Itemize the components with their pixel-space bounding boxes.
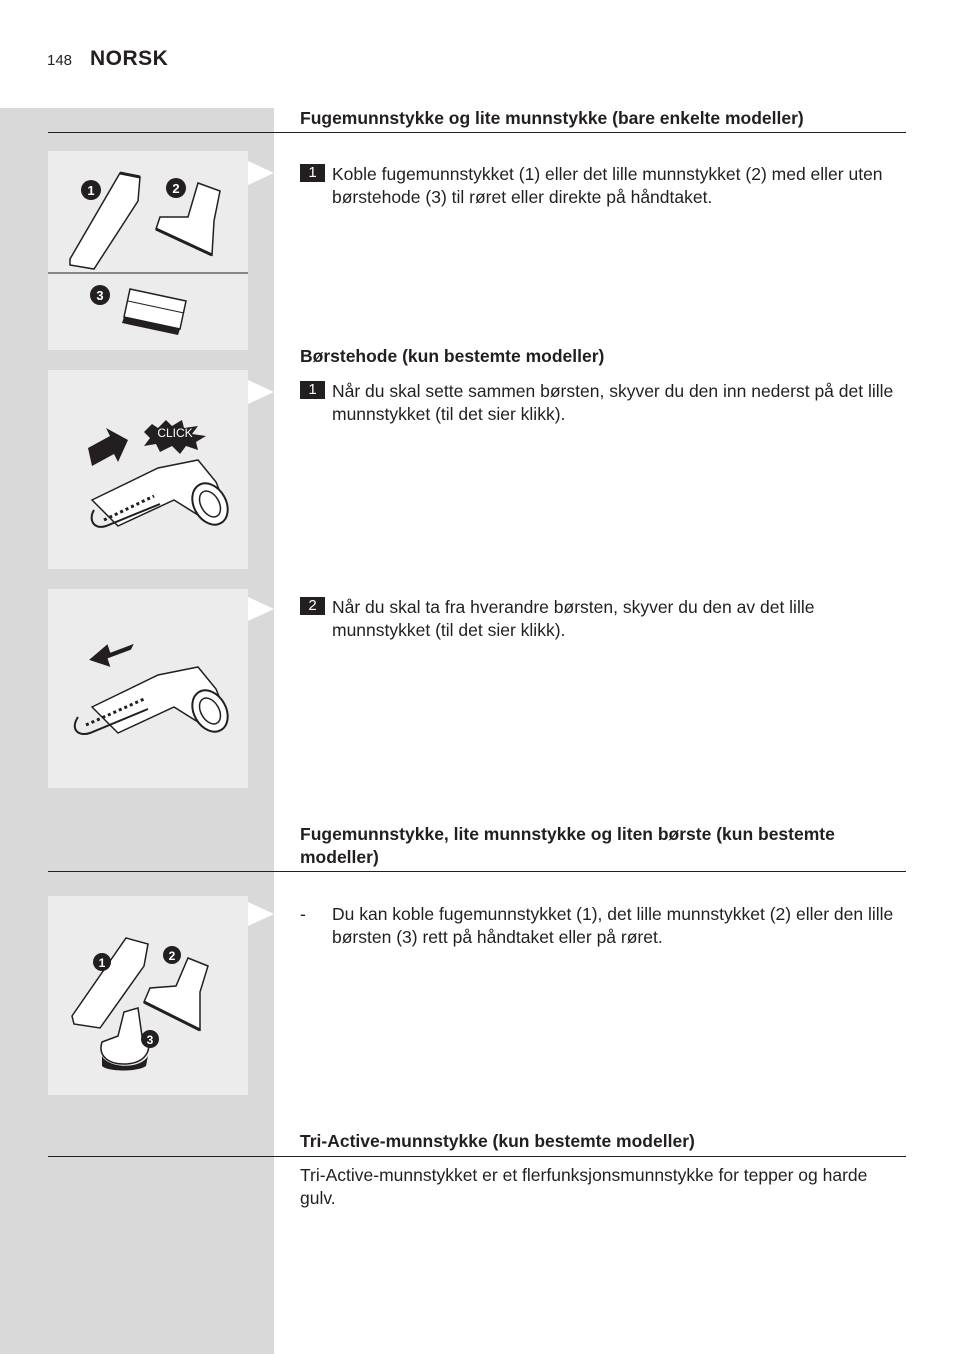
figure-label-2: 2 (168, 949, 176, 963)
step-text: Når du skal sette sammen børsten, skyver du den inn nederst på det lille munnstykket (til det sier klikk). (332, 381, 894, 424)
step-text: Koble fugemunnstykket (1) eller det lille munnstykket (2) med eller uten børstehode (3) til røret eller direkte på håndtaket. (332, 164, 883, 207)
section-heading-brush-head: Børstehode (kun bestemte modeller) (300, 346, 605, 366)
figure-pointer (248, 380, 274, 404)
section-divider (48, 1156, 906, 1157)
figure-label-1: 1 (87, 183, 95, 198)
figure-pointer (248, 902, 274, 926)
step-item (300, 380, 904, 426)
bullet-text: Du kan koble fugemunnstykket (1), det lille munnstykket (2) eller den lille børsten (3) rett på håndtaket eller på røret. (332, 904, 894, 947)
step-number: 2 (300, 597, 325, 615)
step-item (300, 163, 904, 209)
step-number: 1 (300, 381, 325, 399)
step-item (300, 596, 904, 642)
figure-three-accessories (48, 896, 248, 1095)
figure-label-2: 2 (172, 181, 180, 196)
bullet-item (300, 903, 904, 949)
figure-nozzles-and-brush-head (48, 151, 248, 350)
section-divider (48, 871, 906, 872)
language-header: NORSK (90, 47, 169, 70)
push-arrow-icon (88, 428, 128, 466)
section-heading-crevice-small-nozzle: Fugemunnstykke og lite munnstykke (bare enkelte modeller) (300, 108, 804, 128)
section-heading-crevice-nozzle-brush: Fugemunnstykke, lite munnstykke og liten børste (kun bestemte modeller) (300, 824, 835, 867)
figure-pointer (248, 161, 274, 185)
figure-label-3: 3 (146, 1033, 154, 1047)
page-number: 148 (47, 52, 73, 69)
figure-attach-brush (48, 370, 248, 569)
section-heading-tri-active: Tri-Active-munnstykke (kun bestemte modeller) (300, 1131, 695, 1151)
step-number: 1 (300, 164, 325, 182)
figure-label-3: 3 (96, 288, 104, 303)
pull-arrow-icon (89, 638, 134, 670)
click-label: CLICK (157, 426, 193, 440)
figure-detach-brush (48, 589, 248, 788)
figure-pointer (248, 597, 274, 621)
bullet-marker: - (300, 904, 306, 924)
step-text: Når du skal ta fra hverandre børsten, skyver du den av det lille munnstykket (til det sier klikk). (332, 597, 815, 640)
brush-head-drawing (122, 289, 186, 335)
figure-label-1: 1 (98, 956, 106, 970)
section-divider (48, 132, 906, 133)
tri-active-description: Tri-Active-munnstykket er et flerfunksjonsmunnstykke for tepper og harde gulv. (300, 1165, 868, 1208)
crevice-nozzle-drawing (70, 173, 140, 269)
